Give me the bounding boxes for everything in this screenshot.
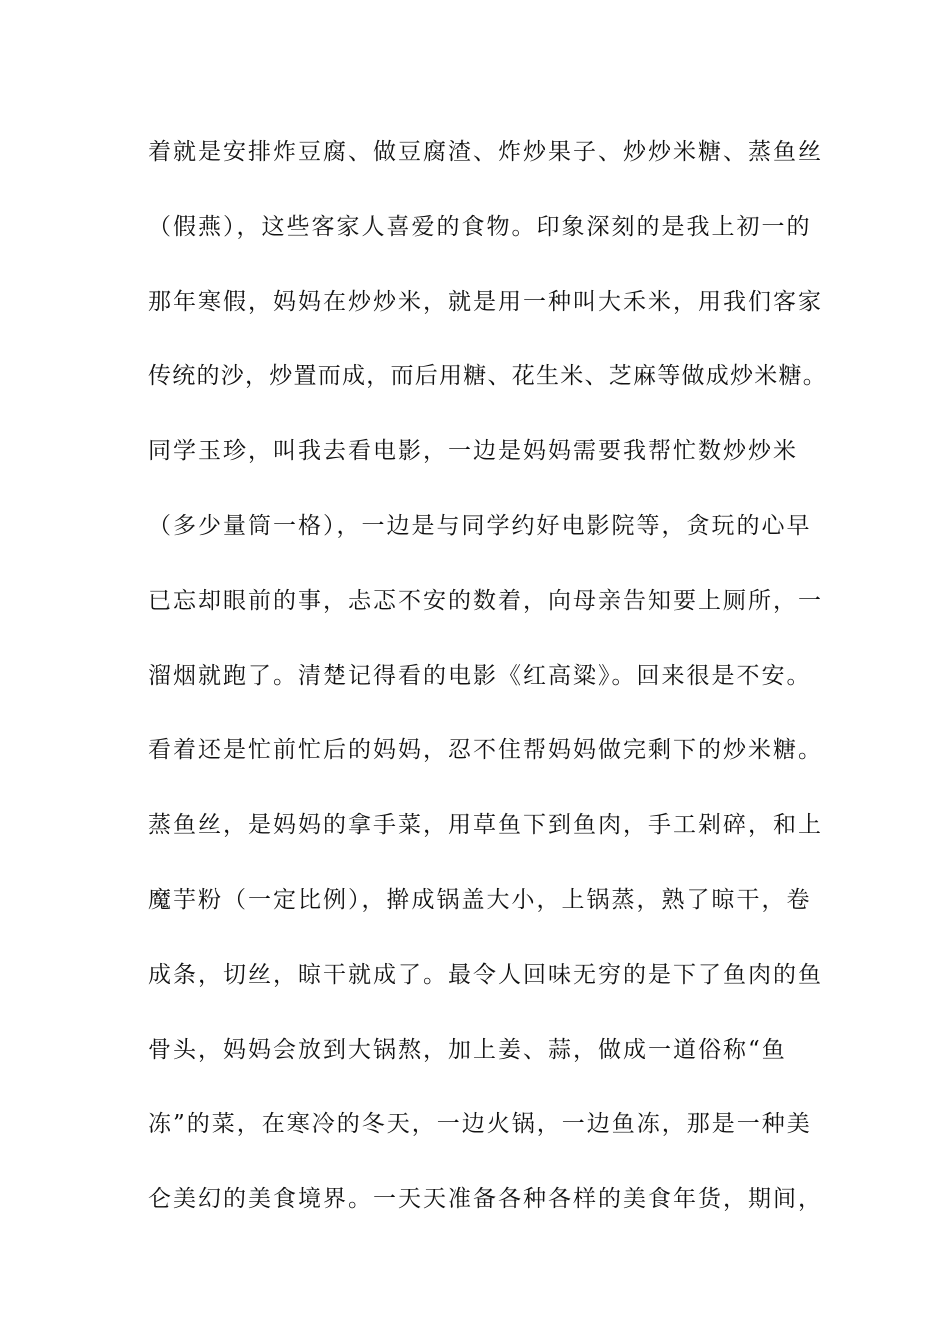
text-line: （假燕），这些客家人喜爱的食物。印象深刻的是我上初一的 xyxy=(148,213,812,240)
text-line: （多少量筒一格），一边是与同学约好电影院等，贪玩的心早 xyxy=(148,512,812,539)
text-line: 冻”的菜，在寒冷的冬天，一边火锅，一边鱼冻，那是一种美 xyxy=(148,1111,812,1138)
text-line: 看着还是忙前忙后的妈妈，忍不住帮妈妈做完剩下的炒米糖。 xyxy=(148,737,823,764)
text-line: 溜烟就跑了。清楚记得看的电影《红高粱》。回来很是不安。 xyxy=(148,662,812,689)
text-line: 蒸鱼丝，是妈妈的拿手菜，用草鱼下到鱼肉，手工剁碎，和上 xyxy=(148,812,823,839)
text-line: 骨头，妈妈会放到大锅熬，加上姜、蒜，做成一道俗称“鱼 xyxy=(148,1036,787,1063)
text-line: 传统的沙，炒置而成，而后用糖、花生米、芝麻等做成炒米糖。 xyxy=(148,363,827,390)
text-line: 着就是安排炸豆腐、做豆腐渣、炸炒果子、炒炒米糖、蒸鱼丝 xyxy=(148,139,823,165)
text-line: 成条，切丝，晾干就成了。最令人回味无穷的是下了鱼肉的鱼 xyxy=(148,961,823,988)
text-line: 已忘却眼前的事，忐忑不安的数着，向母亲告知要上厕所，一 xyxy=(148,587,823,614)
text-line: 魔芋粉（一定比例），擀成锅盖大小，上锅蒸，熟了晾干，卷 xyxy=(148,886,812,913)
text-line: 那年寒假，妈妈在炒炒米，就是用一种叫大禾米，用我们客家 xyxy=(148,288,823,315)
body-text xyxy=(148,132,828,1254)
text-line: 同学玉珍，叫我去看电影，一边是妈妈需要我帮忙数炒炒米 xyxy=(148,438,798,465)
text-line: 仑美幻的美食境界。一天天准备各种各样的美食年货，期间， xyxy=(148,1186,823,1213)
